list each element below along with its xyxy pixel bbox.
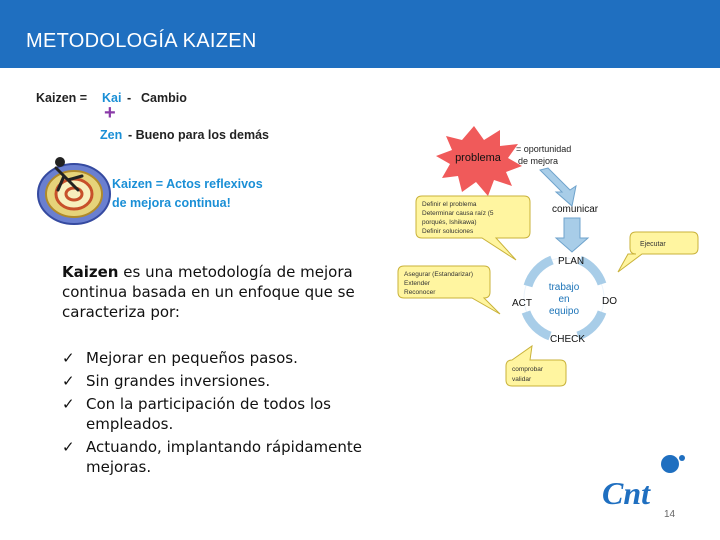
act-callout-line-3: Reconocer bbox=[404, 289, 436, 296]
list-item-text: Actuando, implantando rápidamente mejoras. bbox=[86, 438, 362, 476]
oportunidad-line-2: de mejora bbox=[518, 156, 559, 166]
ejecutar-callout bbox=[618, 232, 698, 272]
define-line-1: Definir el problema bbox=[422, 201, 477, 208]
define-line-3: porqués, Ishikawa) bbox=[422, 219, 477, 226]
list-item bbox=[62, 371, 362, 391]
intro-paragraph bbox=[62, 262, 362, 322]
list-item bbox=[62, 437, 362, 477]
cnt-logo-text: Cnt bbox=[602, 475, 651, 511]
target-meditation-icon bbox=[28, 150, 118, 230]
act-callout-line-1: Asegurar (Estandarizar) bbox=[404, 271, 473, 278]
result-line-2: de mejora continua! bbox=[112, 196, 231, 210]
intro-bold-term: Kaizen bbox=[62, 263, 119, 281]
intro-rest: es una metodología de mejora continua basada en un enfoque que se caracteriza por: bbox=[62, 263, 355, 321]
list-item-text: Con la participación de todos los empleados. bbox=[86, 395, 331, 433]
pdca-diagram bbox=[392, 120, 704, 390]
plus-sign: + bbox=[104, 102, 116, 124]
arrow-to-plan bbox=[556, 218, 588, 252]
oportunidad-line-1: = oportunidad bbox=[516, 144, 572, 154]
title-bar bbox=[0, 0, 720, 68]
define-line-2: Determinar causa raíz (5 bbox=[422, 210, 494, 217]
kaizen-equals-label: Kaizen = bbox=[36, 91, 88, 105]
arrow-to-comunicar bbox=[540, 168, 576, 206]
page-number: 14 bbox=[664, 509, 676, 520]
problema-label: problema bbox=[455, 152, 501, 164]
dash-label: - bbox=[127, 91, 132, 105]
define-line-4: Definir soluciones bbox=[422, 228, 474, 235]
center-line-1: trabajo bbox=[548, 282, 580, 293]
act-label: ACT bbox=[512, 298, 532, 309]
pdca-diagram-svg bbox=[392, 120, 704, 390]
checkmark-icon: ✓ bbox=[62, 372, 75, 390]
center-line-2: en bbox=[558, 294, 570, 305]
check-callout-line-1: comprobar bbox=[512, 366, 544, 373]
cnt-logo bbox=[600, 452, 692, 512]
list-item bbox=[62, 348, 362, 368]
do-label: DO bbox=[602, 296, 617, 307]
ejecutar-label: Ejecutar bbox=[640, 241, 666, 248]
bueno-label: - Bueno para los demás bbox=[128, 128, 270, 142]
checkmark-icon: ✓ bbox=[62, 349, 75, 367]
list-item bbox=[62, 394, 362, 434]
kaizen-definition-graphic bbox=[20, 82, 310, 232]
plan-label: PLAN bbox=[558, 256, 585, 267]
check-label: CHECK bbox=[550, 334, 586, 345]
list-item-text: Mejorar en pequeños pasos. bbox=[86, 349, 298, 367]
cambio-label: Cambio bbox=[141, 91, 187, 105]
center-line-3: equipo bbox=[548, 306, 580, 317]
checkmark-icon: ✓ bbox=[62, 438, 75, 456]
zen-label: Zen bbox=[100, 128, 123, 142]
feature-list bbox=[62, 348, 362, 480]
kai-label: Kai bbox=[102, 91, 122, 105]
check-callout-line-2: validar bbox=[512, 376, 532, 383]
comunicar-label: comunicar bbox=[552, 204, 599, 215]
checkmark-icon: ✓ bbox=[62, 395, 75, 413]
list-item-text: Sin grandes inversiones. bbox=[86, 372, 271, 390]
cnt-logo-svg bbox=[600, 452, 692, 512]
slide-title: METODOLOGÍA KAIZEN bbox=[26, 30, 257, 52]
act-callout-line-2: Extender bbox=[404, 280, 431, 287]
result-line-1: Kaizen = Actos reflexivos bbox=[112, 177, 263, 191]
